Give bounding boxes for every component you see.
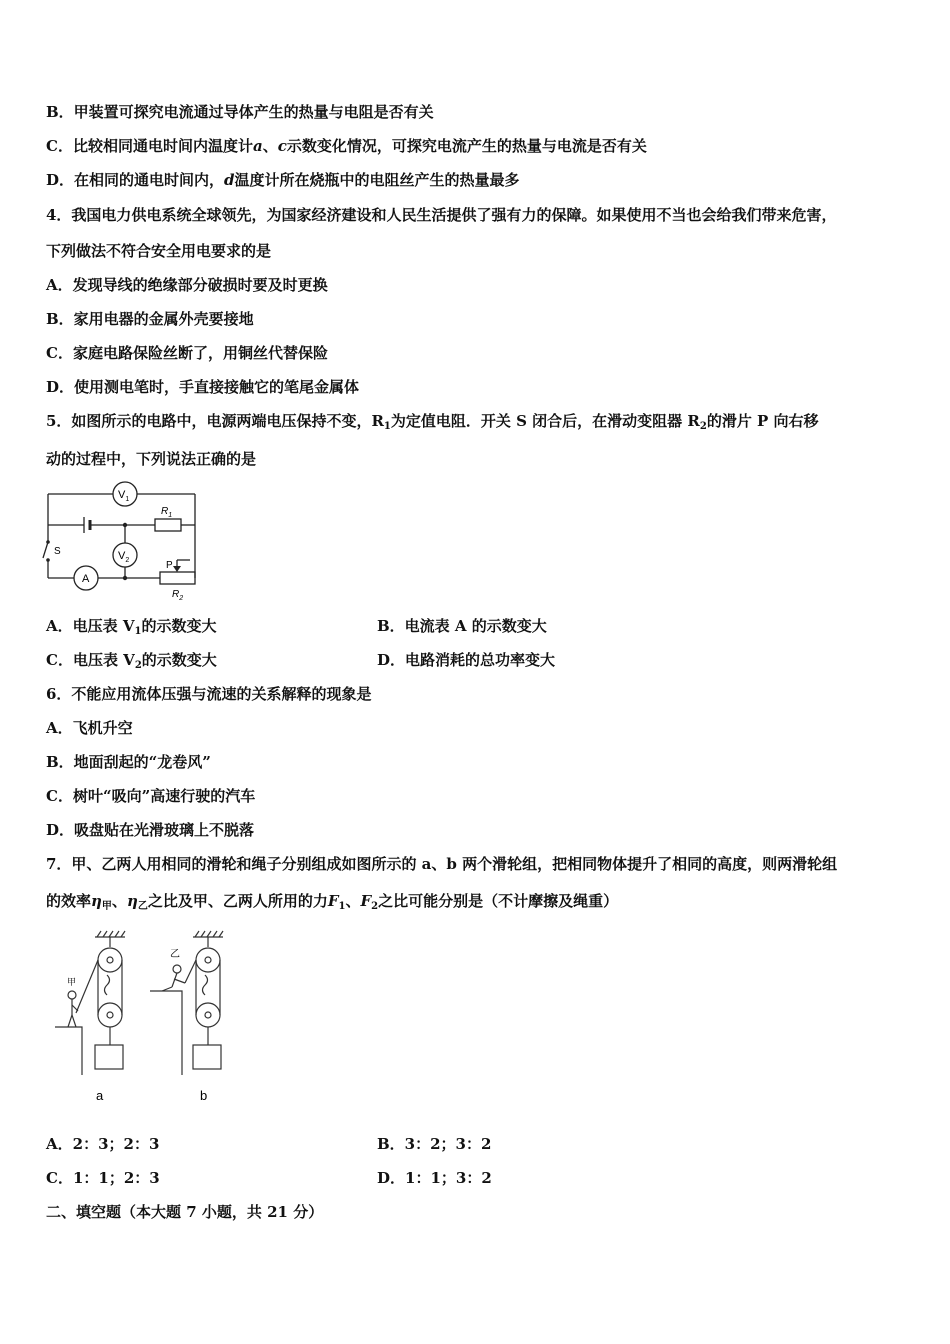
r1-label: $R_1$ [161, 506, 173, 519]
fig-label-a: a [96, 1088, 104, 1103]
v2-label: $V_2$ [118, 550, 130, 564]
q3-option-b: B．甲装置可探究电流通过导体产生的热量与电阻是否有关 [46, 103, 434, 121]
q5-option-c: C．电压表 $V_2$的示数变大 [46, 651, 217, 671]
q5-stem-line2: 动的过程中，下列说法正确的是 [46, 450, 257, 468]
q7-pulley-diagram [50, 925, 240, 1110]
q5-option-b: B．电流表 A 的示数变大 [377, 617, 547, 635]
q3-option-d: D．在相同的通电时间内，d温度计所在烧瓶中的电阻丝产生的热量最多 [46, 171, 520, 189]
q4-stem-line1: 4．我国电力供电系统全球领先，为国家经济建设和人民生活提供了强有力的保障。如果使用不当也会给我们带来危害， [46, 206, 837, 224]
ammeter-label: A [82, 573, 90, 585]
q4-option-a: A．发现导线的绝缘部分破损时要及时更换 [46, 276, 328, 294]
q7-option-c: C．1：1；2：3 [46, 1169, 160, 1187]
q5-stem-line1: 5．如图所示的电路中，电源两端电压保持不变，$R_1$为定值电阻．开关 S 闭合后，在滑动变阻器 $R_2$的滑片 P 向右移 [46, 412, 819, 432]
q5-option-a: A．电压表 $V_1$的示数变大 [46, 617, 217, 637]
q6-option-d: D．吸盘贴在光滑玻璃上不脱落 [46, 821, 255, 839]
q6-option-a: A．飞机升空 [46, 719, 133, 737]
fig-label-b: b [200, 1088, 208, 1103]
q4-option-b: B．家用电器的金属外壳要接地 [46, 310, 254, 328]
q5-circuit-diagram [40, 480, 205, 602]
q7-stem-line2: 的效率$\eta_甲$、$\eta_乙$之比及甲、乙两人所用的力$F_1$、$F_2$之比可能分别是（不计摩擦及绳重） [46, 892, 619, 912]
person-a-label: 甲 [67, 977, 77, 987]
q4-option-c: C．家庭电路保险丝断了，用铜丝代替保险 [46, 344, 328, 362]
q7-stem-line1: 7．甲、乙两人用相同的滑轮和绳子分别组成如图所示的 a、b 两个滑轮组，把相同物体提升了相同的高度，则两滑轮组 [46, 855, 838, 873]
r2-label: $R_2$ [172, 589, 184, 602]
q7-option-b: B．3：2；3：2 [377, 1135, 492, 1153]
q3-option-c: C．比较相同通电时间内温度计a、c示数变化情况，可探究电流产生的热量与电流是否有关 [46, 137, 647, 155]
switch-label: S [54, 546, 61, 557]
q6-stem: 6．不能应用流体压强与流速的关系解释的现象是 [46, 685, 372, 703]
person-b-label: 乙 [170, 949, 180, 960]
q6-option-b: B．地面刮起的“龙卷风” [46, 753, 211, 771]
v1-label: $V_1$ [118, 489, 130, 503]
q5-option-d: D．电路消耗的总功率变大 [377, 651, 556, 669]
slider-label: P [166, 560, 173, 571]
q7-option-a: A．2：3；2：3 [46, 1135, 160, 1153]
q4-option-d: D．使用测电笔时，手直接接触它的笔尾金属体 [46, 378, 360, 396]
section-2-heading: 二、填空题（本大题 7 小题，共 21 分） [46, 1203, 324, 1221]
q7-option-d: D．1：1；3：2 [377, 1169, 492, 1187]
q4-stem-line2: 下列做法不符合安全用电要求的是 [46, 242, 272, 260]
q6-option-c: C．树叶“吸向”高速行驶的汽车 [46, 787, 256, 805]
